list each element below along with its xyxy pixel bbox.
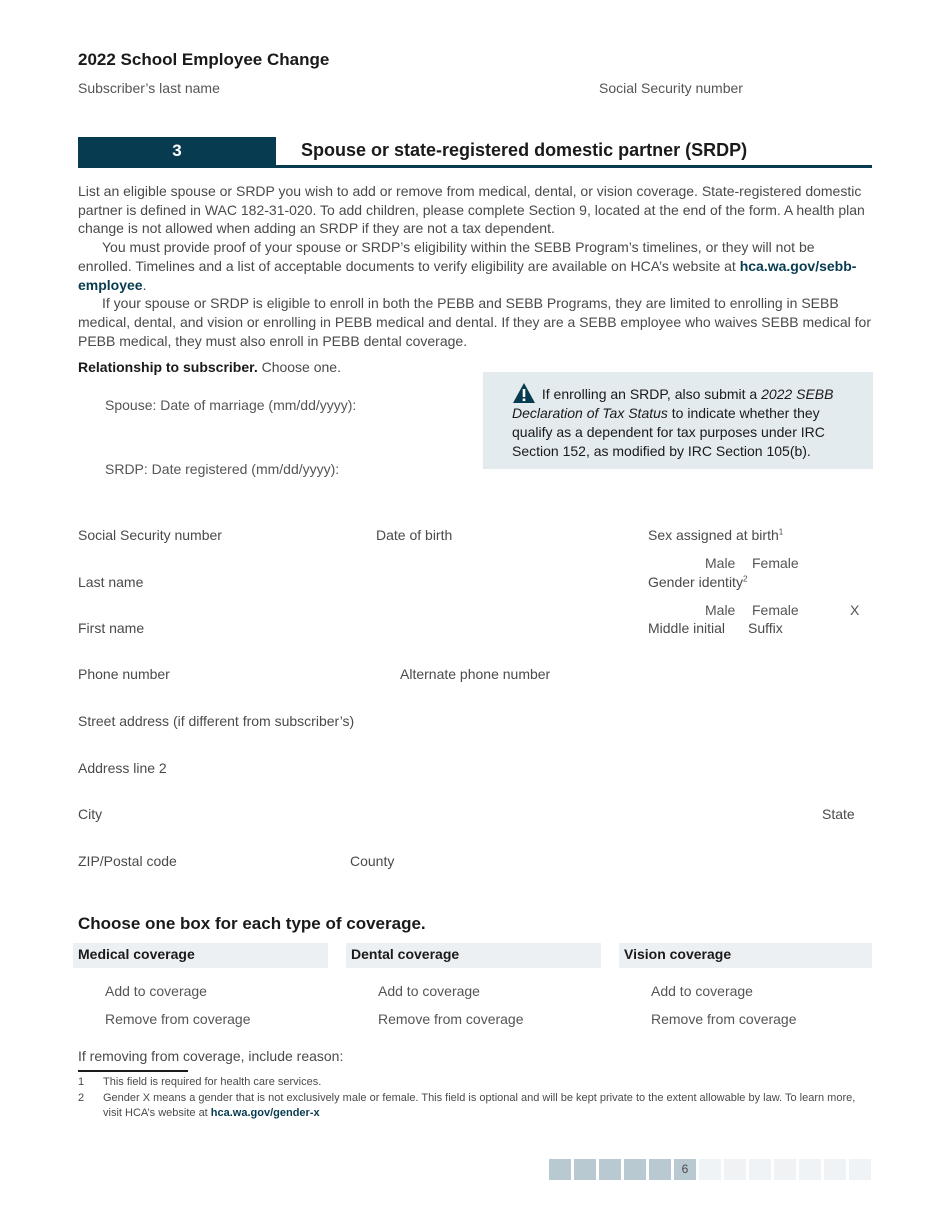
intro-paragraph-2-end: . xyxy=(142,276,147,293)
vision-coverage-header xyxy=(619,943,872,968)
section-header xyxy=(78,137,872,168)
phone-field[interactable]: Phone number xyxy=(78,666,170,682)
vision-remove-option[interactable]: Remove from coverage xyxy=(651,1011,797,1027)
page-marker xyxy=(724,1159,746,1180)
footnote-2 xyxy=(78,1091,868,1121)
page-marker xyxy=(549,1159,571,1180)
alt-phone-field[interactable]: Alternate phone number xyxy=(400,666,551,682)
page-marker xyxy=(624,1159,646,1180)
page-marker xyxy=(599,1159,621,1180)
zip-field[interactable]: ZIP/Postal code xyxy=(78,853,177,869)
gender-label-text: Gender identity xyxy=(648,574,743,590)
sebb-employee-link[interactable]: hca.wa.gov/sebb-employee xyxy=(78,257,857,293)
footnote-rule xyxy=(78,1070,188,1072)
page-marker xyxy=(574,1159,596,1180)
sex-label-text: Sex assigned at birth xyxy=(648,527,779,543)
sex-male-option[interactable]: Male xyxy=(705,555,736,571)
gender-x-link[interactable]: hca.wa.gov/gender-x xyxy=(210,1107,320,1119)
page-marker xyxy=(824,1159,846,1180)
page-marker xyxy=(774,1159,796,1180)
callout-text-2: to indicate whether they qualify as a dependent for tax purposes under IRC Section 152, as modified by IRC Section 105(b). xyxy=(512,405,825,459)
gender-identity-label xyxy=(648,574,747,590)
spouse-option[interactable]: Spouse: Date of marriage (mm/dd/yyyy): xyxy=(105,397,357,413)
footnote-1 xyxy=(78,1075,868,1090)
footnote-2-number: 2 xyxy=(78,1092,85,1104)
page-marker xyxy=(799,1159,821,1180)
subscriber-ssn-label: Social Security number xyxy=(599,80,743,96)
srdp-option[interactable]: SRDP: Date registered (mm/dd/yyyy): xyxy=(105,461,340,477)
city-field[interactable]: City xyxy=(78,806,103,822)
vision-add-option[interactable]: Add to coverage xyxy=(651,983,753,999)
gender-x-option[interactable]: X xyxy=(850,602,860,618)
gender-male-option[interactable]: Male xyxy=(705,602,736,618)
coverage-heading: Choose one box for each type of coverage. xyxy=(78,914,426,933)
section-title: Spouse or state-registered domestic partner (SRDP) xyxy=(301,140,748,160)
dental-coverage-header xyxy=(346,943,601,968)
footnote-1-number: 1 xyxy=(78,1076,85,1088)
dental-coverage-title: Dental coverage xyxy=(351,946,460,962)
last-name-field[interactable]: Last name xyxy=(78,574,144,590)
sex-footnote-ref: 1 xyxy=(778,527,784,537)
callout-text-1: If enrolling an SRDP, also submit a xyxy=(538,386,762,402)
srdp-callout xyxy=(483,372,873,469)
vision-coverage-title: Vision coverage xyxy=(624,946,732,962)
footnote-2-text xyxy=(103,1091,863,1121)
current-page-indicator: 6 xyxy=(674,1159,696,1180)
dental-add-option[interactable]: Add to coverage xyxy=(378,983,480,999)
intro-paragraph-2-text: You must provide proof of your spouse or SRDP’s eligibility within the SEBB Program’s timelines, or they will not be enrolled. Timelines and a list of acceptable documents to verify eligibility are available on HCA’s website at xyxy=(78,239,815,274)
relationship-label-rest: Choose one. xyxy=(257,359,341,375)
relationship-label xyxy=(78,359,341,375)
page-marker xyxy=(699,1159,721,1180)
page-marker xyxy=(749,1159,771,1180)
address-line-2-field[interactable]: Address line 2 xyxy=(78,760,167,776)
medical-coverage-title: Medical coverage xyxy=(78,946,195,962)
intro-paragraph-1: List an eligible spouse or SRDP you wish to add or remove from medical, dental, or vision coverage. State-registered domestic partner is defined in WAC 182-31-020. To add children, please complete Section 9, located at the end of the form. A health plan change is not allowed when adding an SRDP if they are not a tax dependent. xyxy=(78,183,865,237)
footnote-1-text: This field is required for health care services. xyxy=(103,1076,322,1088)
page-marker xyxy=(849,1159,871,1180)
state-field[interactable]: State xyxy=(822,806,855,822)
dental-remove-option[interactable]: Remove from coverage xyxy=(378,1011,524,1027)
section-divider xyxy=(78,165,872,168)
medical-remove-option[interactable]: Remove from coverage xyxy=(105,1011,251,1027)
suffix-field[interactable]: Suffix xyxy=(748,620,783,636)
callout-text xyxy=(512,385,857,461)
intro-text xyxy=(78,182,872,350)
section-number: 3 xyxy=(78,137,276,165)
first-name-field[interactable]: First name xyxy=(78,620,145,636)
gender-female-option[interactable]: Female xyxy=(752,602,799,618)
footnote-2-body: Gender X means a gender that is not exclusively male or female. This field is optional and will be kept private to the extent allowable by law. To learn more, visit HCA’s website at xyxy=(103,1092,856,1119)
warning-icon xyxy=(512,382,536,404)
subscriber-last-name-label: Subscriber’s last name xyxy=(78,80,220,96)
form-title: 2022 School Employee Change xyxy=(78,50,330,69)
sex-label xyxy=(648,527,783,543)
ssn-field[interactable]: Social Security number xyxy=(78,527,222,543)
street-address-field[interactable]: Street address (if different from subscriber’s) xyxy=(78,713,355,729)
dob-field[interactable]: Date of birth xyxy=(376,527,453,543)
county-field[interactable]: County xyxy=(350,853,395,869)
gender-footnote-ref: 2 xyxy=(742,574,748,584)
medical-coverage-header xyxy=(73,943,328,968)
removal-reason-field[interactable]: If removing from coverage, include reason: xyxy=(78,1048,344,1064)
medical-add-option[interactable]: Add to coverage xyxy=(105,983,207,999)
sex-female-option[interactable]: Female xyxy=(752,555,799,571)
callout-form-name: 2022 SEBB Declaration of Tax Status xyxy=(512,386,834,421)
intro-paragraph-3: If your spouse or SRDP is eligible to enroll in both the PEBB and SEBB Programs, they are limited to enrolling in SEBB medical, dental, and vision or enrolling in PEBB medical and dental. If they are a SEBB employee who waives SEBB medical for PEBB medical, they must also enroll in PEBB dental coverage. xyxy=(78,295,871,349)
relationship-label-bold: Relationship to subscriber. xyxy=(78,359,258,375)
intro-paragraph-2 xyxy=(78,238,872,294)
page-marker xyxy=(649,1159,671,1180)
middle-initial-field[interactable]: Middle initial xyxy=(648,620,726,636)
